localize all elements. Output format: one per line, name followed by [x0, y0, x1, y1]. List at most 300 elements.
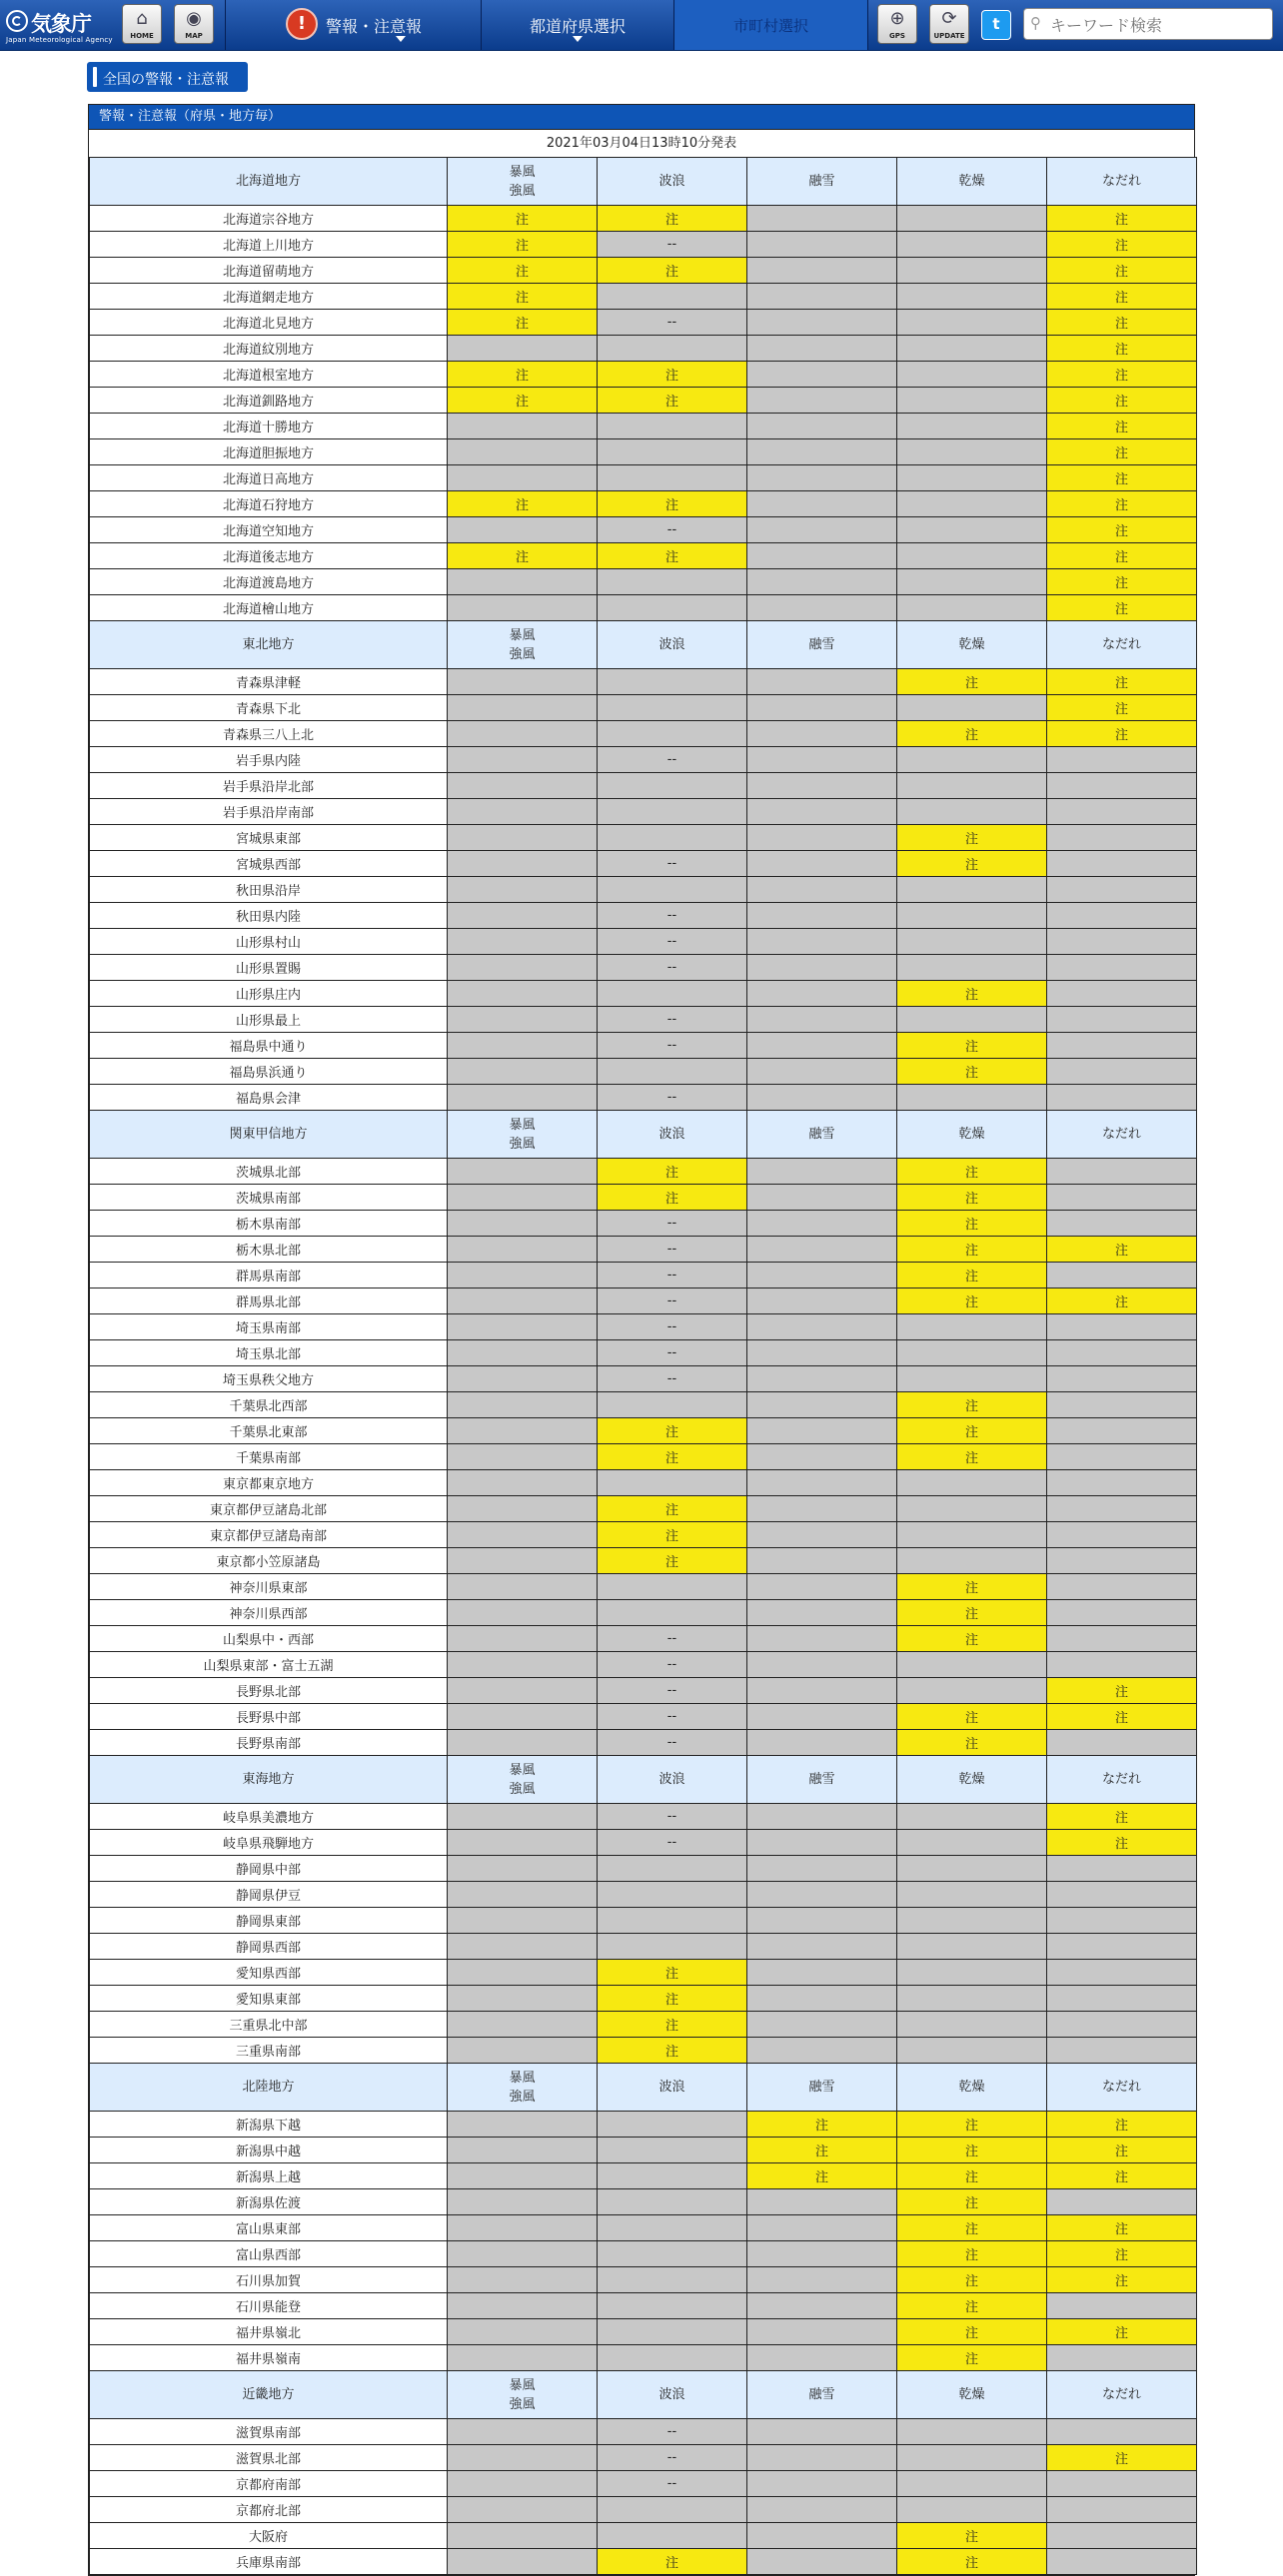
empty-cell [448, 2549, 598, 2575]
empty-cell [448, 721, 598, 747]
empty-cell [747, 2445, 897, 2471]
area-name-link[interactable]: 岐阜県飛騨地方 [90, 1830, 448, 1856]
area-name-link[interactable]: 北海道根室地方 [90, 362, 448, 388]
twitter-button[interactable] [981, 10, 1011, 40]
area-name-link[interactable]: 京都府北部 [90, 2497, 448, 2523]
empty-cell [448, 799, 598, 825]
empty-cell [448, 1730, 598, 1756]
area-name-link[interactable]: 神奈川県西部 [90, 1600, 448, 1626]
empty-cell [1047, 2189, 1197, 2215]
area-name-link[interactable]: 京都府南部 [90, 2471, 448, 2497]
empty-cell [448, 2138, 598, 2163]
empty-cell [747, 721, 897, 747]
advisory-cell: 注 [598, 258, 747, 284]
column-header: 波浪 [598, 1111, 747, 1159]
area-name-link[interactable]: 東京都東京地方 [90, 1470, 448, 1496]
advisory-cell: 注 [897, 2112, 1047, 2138]
region-name[interactable]: 東海地方 [90, 1756, 448, 1804]
empty-cell [448, 1314, 598, 1340]
area-name-link[interactable]: 東京都小笠原諸島 [90, 1548, 448, 1574]
area-name-link[interactable]: 秋田県内陸 [90, 903, 448, 929]
area-name-link[interactable]: 岐阜県美濃地方 [90, 1804, 448, 1830]
area-name-link[interactable]: 山形県村山 [90, 929, 448, 955]
empty-cell [747, 491, 897, 517]
home-button[interactable] [122, 4, 162, 44]
advisory-cell: 注 [897, 1574, 1047, 1600]
table-row [90, 232, 1197, 258]
advisory-cell: 注 [448, 388, 598, 414]
empty-cell [747, 2012, 897, 2038]
empty-cell [1047, 2293, 1197, 2319]
column-header: なだれ [1047, 158, 1197, 206]
table-row [90, 1804, 1197, 1830]
advisory-cell: 注 [1047, 1237, 1197, 1263]
area-name-link[interactable]: 千葉県北西部 [90, 1392, 448, 1418]
na-cell: -- [598, 2419, 747, 2445]
region-name[interactable]: 北陸地方 [90, 2064, 448, 2112]
advisory-cell: 注 [897, 721, 1047, 747]
column-header: 乾燥 [897, 2371, 1047, 2419]
area-name-link[interactable]: 三重県北中部 [90, 2012, 448, 2038]
table-row [90, 1085, 1197, 1111]
column-header: 暴風 強風 [448, 2371, 598, 2419]
area-name-link[interactable]: 北海道後志地方 [90, 543, 448, 569]
empty-cell [747, 2345, 897, 2371]
area-name-link[interactable]: 神奈川県東部 [90, 1574, 448, 1600]
empty-cell [448, 2523, 598, 2549]
empty-cell [448, 1211, 598, 1237]
area-name-link[interactable]: 静岡県東部 [90, 1908, 448, 1934]
empty-cell [747, 695, 897, 721]
area-name-link[interactable]: 千葉県北東部 [90, 1418, 448, 1444]
area-name-link[interactable]: 宮城県西部 [90, 851, 448, 877]
empty-cell [747, 232, 897, 258]
area-name-link[interactable]: 青森県下北 [90, 695, 448, 721]
empty-cell [747, 414, 897, 439]
table-row [90, 336, 1197, 362]
table-row [90, 721, 1197, 747]
area-name-link[interactable]: 北海道檜山地方 [90, 595, 448, 621]
empty-cell [897, 747, 1047, 773]
area-name-link[interactable]: 福島県会津 [90, 1085, 448, 1111]
table-row [90, 1237, 1197, 1263]
area-name-link[interactable]: 石川県能登 [90, 2293, 448, 2319]
empty-cell [747, 1704, 897, 1730]
advisory-cell: 注 [448, 543, 598, 569]
empty-cell [747, 877, 897, 903]
area-name-link[interactable]: 北海道上川地方 [90, 232, 448, 258]
table-row [90, 1263, 1197, 1288]
area-name-link[interactable]: 滋賀県北部 [90, 2445, 448, 2471]
empty-cell [1047, 1185, 1197, 1211]
area-name-link[interactable]: 山形県最上 [90, 1007, 448, 1033]
empty-cell [897, 362, 1047, 388]
table-row [90, 284, 1197, 310]
empty-cell [897, 2012, 1047, 2038]
area-name-link[interactable]: 埼玉県秩父地方 [90, 1366, 448, 1392]
map-button[interactable] [174, 4, 214, 44]
na-cell: -- [598, 1085, 747, 1111]
empty-cell [448, 2038, 598, 2064]
empty-cell [448, 1237, 598, 1263]
area-name-link[interactable]: 茨城県南部 [90, 1185, 448, 1211]
table-row [90, 2012, 1197, 2038]
area-name-link[interactable]: 静岡県西部 [90, 1934, 448, 1960]
table-row [90, 1678, 1197, 1704]
table-row [90, 2345, 1197, 2371]
empty-cell [747, 955, 897, 981]
empty-cell [598, 825, 747, 851]
advisory-cell: 注 [598, 1185, 747, 1211]
area-name-link[interactable]: 長野県中部 [90, 1704, 448, 1730]
table-row [90, 2215, 1197, 2241]
area-name-link[interactable]: 東京都伊豆諸島南部 [90, 1522, 448, 1548]
table-row [90, 569, 1197, 595]
area-name-link[interactable]: 山形県置賜 [90, 955, 448, 981]
search-input[interactable] [1048, 13, 1272, 37]
button-accent-bar [93, 67, 97, 87]
empty-cell [1047, 955, 1197, 981]
area-name-link[interactable]: 大阪府 [90, 2523, 448, 2549]
empty-cell [1047, 877, 1197, 903]
advisory-cell: 注 [897, 2549, 1047, 2575]
advisory-cell: 注 [1047, 2215, 1197, 2241]
area-name-link[interactable]: 新潟県上越 [90, 2163, 448, 2189]
area-name-link[interactable]: 埼玉県南部 [90, 1314, 448, 1340]
column-header: 波浪 [598, 158, 747, 206]
empty-cell [598, 2138, 747, 2163]
area-name-link[interactable]: 新潟県中越 [90, 2138, 448, 2163]
empty-cell [897, 2445, 1047, 2471]
column-header: 乾燥 [897, 621, 1047, 669]
advisory-cell: 注 [897, 851, 1047, 877]
empty-cell [448, 2012, 598, 2038]
area-name-link[interactable]: 北海道留萌地方 [90, 258, 448, 284]
home-icon: ⌂ [136, 8, 148, 29]
region-name[interactable]: 北海道地方 [90, 158, 448, 206]
column-header: 乾燥 [897, 1756, 1047, 1804]
nav-city-select[interactable] [674, 0, 867, 50]
area-name-link[interactable]: 岩手県沿岸南部 [90, 799, 448, 825]
advisory-cell: 注 [598, 1444, 747, 1470]
advisory-cell: 注 [897, 1704, 1047, 1730]
empty-cell [1047, 747, 1197, 773]
column-header: なだれ [1047, 621, 1197, 669]
advisory-cell: 注 [897, 1626, 1047, 1652]
empty-cell [598, 1908, 747, 1934]
table-row [90, 2319, 1197, 2345]
area-name-link[interactable]: 北海道渡島地方 [90, 569, 448, 595]
advisory-cell: 注 [897, 1033, 1047, 1059]
empty-cell [747, 2471, 897, 2497]
empty-cell [448, 747, 598, 773]
search-icon: ⚲ [1030, 14, 1041, 32]
empty-cell [598, 799, 747, 825]
empty-cell [747, 1678, 897, 1704]
table-row [90, 206, 1197, 232]
empty-cell [747, 1652, 897, 1678]
empty-cell [448, 465, 598, 491]
nav-warnings[interactable] [226, 0, 481, 50]
empty-cell [897, 1366, 1047, 1392]
area-name-link[interactable]: 北海道北見地方 [90, 310, 448, 336]
area-name-link[interactable]: 富山県西部 [90, 2241, 448, 2267]
refresh-icon: ⟳ [941, 8, 957, 29]
area-name-link[interactable]: 北海道宗谷地方 [90, 206, 448, 232]
advisory-cell: 注 [448, 258, 598, 284]
na-cell: -- [598, 1007, 747, 1033]
table-row [90, 773, 1197, 799]
empty-cell [448, 595, 598, 621]
advisory-cell: 注 [897, 1392, 1047, 1418]
area-name-link[interactable]: 東京都伊豆諸島北部 [90, 1496, 448, 1522]
empty-cell [897, 595, 1047, 621]
advisory-cell: 注 [1047, 595, 1197, 621]
empty-cell [1047, 1085, 1197, 1111]
empty-cell [1047, 1159, 1197, 1185]
area-name-link[interactable]: 秋田県沿岸 [90, 877, 448, 903]
na-cell: -- [598, 1211, 747, 1237]
table-row [90, 2163, 1197, 2189]
empty-cell [598, 2319, 747, 2345]
empty-cell [448, 2445, 598, 2471]
area-name-link[interactable]: 群馬県北部 [90, 1288, 448, 1314]
empty-cell [747, 517, 897, 543]
na-cell: -- [598, 747, 747, 773]
area-name-link[interactable]: 埼玉県北部 [90, 1340, 448, 1366]
empty-cell [747, 1185, 897, 1211]
table-row [90, 1470, 1197, 1496]
empty-cell [448, 1085, 598, 1111]
area-name-link[interactable]: 静岡県伊豆 [90, 1882, 448, 1908]
empty-cell [747, 258, 897, 284]
gps-button-label: GPS [889, 32, 905, 40]
area-name-link[interactable]: 新潟県下越 [90, 2112, 448, 2138]
area-name-link[interactable]: 静岡県中部 [90, 1856, 448, 1882]
area-name-link[interactable]: 滋賀県南部 [90, 2419, 448, 2445]
advisory-cell: 注 [448, 284, 598, 310]
area-name-link[interactable]: 北海道石狩地方 [90, 491, 448, 517]
area-name-link[interactable]: 福井県嶺南 [90, 2345, 448, 2371]
empty-cell [1047, 1470, 1197, 1496]
nav-prefecture-select[interactable] [482, 0, 673, 50]
table-row [90, 2112, 1197, 2138]
table-row [90, 439, 1197, 465]
update-button[interactable] [929, 4, 969, 44]
na-cell: -- [598, 232, 747, 258]
area-name-link[interactable]: 山梨県東部・富士五湖 [90, 1652, 448, 1678]
gps-button[interactable] [877, 4, 917, 44]
empty-cell [448, 414, 598, 439]
advisory-cell: 注 [897, 2319, 1047, 2345]
area-name-link[interactable]: 北海道釧路地方 [90, 388, 448, 414]
area-name-link[interactable]: 岩手県沿岸北部 [90, 773, 448, 799]
empty-cell [897, 206, 1047, 232]
empty-cell [448, 1652, 598, 1678]
column-header: 乾燥 [897, 2064, 1047, 2112]
advisory-cell: 注 [1047, 569, 1197, 595]
advisory-cell: 注 [1047, 284, 1197, 310]
empty-cell [897, 2038, 1047, 2064]
advisory-cell: 注 [448, 206, 598, 232]
empty-cell [448, 2471, 598, 2497]
area-name-link[interactable]: 青森県津軽 [90, 669, 448, 695]
empty-cell [747, 1882, 897, 1908]
empty-cell [448, 669, 598, 695]
area-name-link[interactable]: 長野県南部 [90, 1730, 448, 1756]
advisory-cell: 注 [1047, 2267, 1197, 2293]
area-name-link[interactable]: 宮城県東部 [90, 825, 448, 851]
advisory-cell: 注 [1047, 2445, 1197, 2471]
empty-cell [747, 2241, 897, 2267]
advisory-cell: 注 [598, 1960, 747, 1986]
table-row [90, 1548, 1197, 1574]
empty-cell [448, 825, 598, 851]
empty-cell [448, 1882, 598, 1908]
table-row [90, 929, 1197, 955]
advisory-cell: 注 [1047, 2319, 1197, 2345]
area-name-link[interactable]: 福島県浜通り [90, 1059, 448, 1085]
table-row [90, 1574, 1197, 1600]
empty-cell [448, 955, 598, 981]
empty-cell [747, 1986, 897, 2012]
area-name-link[interactable]: 福島県中通り [90, 1033, 448, 1059]
empty-cell [897, 955, 1047, 981]
area-name-link[interactable]: 三重県南部 [90, 2038, 448, 2064]
table-row [90, 2138, 1197, 2163]
table-row [90, 1652, 1197, 1678]
empty-cell [1047, 2523, 1197, 2549]
column-header: なだれ [1047, 1111, 1197, 1159]
advisory-cell: 注 [1047, 465, 1197, 491]
empty-cell [448, 1600, 598, 1626]
table-row [90, 2189, 1197, 2215]
area-name-link[interactable]: 群馬県南部 [90, 1263, 448, 1288]
region-header-row [90, 1111, 1197, 1159]
area-name-link[interactable]: 北海道胆振地方 [90, 439, 448, 465]
area-name-link[interactable]: 北海道紋別地方 [90, 336, 448, 362]
issued-time: 2021年03月04日13時10分発表 [89, 129, 1194, 157]
area-name-link[interactable]: 愛知県東部 [90, 1986, 448, 2012]
empty-cell [1047, 1392, 1197, 1418]
area-name-link[interactable]: 岩手県内陸 [90, 747, 448, 773]
update-button-label: UPDATE [933, 32, 965, 40]
area-name-link[interactable]: 青森県三八上北 [90, 721, 448, 747]
empty-cell [747, 1211, 897, 1237]
empty-cell [1047, 1908, 1197, 1934]
empty-cell [1047, 1033, 1197, 1059]
empty-cell [897, 1934, 1047, 1960]
area-name-link[interactable]: 北海道日高地方 [90, 465, 448, 491]
area-name-link[interactable]: 山形県庄内 [90, 981, 448, 1007]
area-name-link[interactable]: 石川県加賀 [90, 2267, 448, 2293]
area-name-link[interactable]: 茨城県北部 [90, 1159, 448, 1185]
table-row [90, 1007, 1197, 1033]
empty-cell [897, 773, 1047, 799]
nationwide-warnings-button[interactable] [87, 62, 248, 92]
empty-cell [897, 877, 1047, 903]
table-row [90, 414, 1197, 439]
empty-cell [897, 310, 1047, 336]
empty-cell [448, 1830, 598, 1856]
region-name[interactable]: 関東甲信地方 [90, 1111, 448, 1159]
empty-cell [598, 2293, 747, 2319]
area-name-link[interactable]: 千葉県南部 [90, 1444, 448, 1470]
advisory-cell: 注 [1047, 491, 1197, 517]
table-row [90, 2267, 1197, 2293]
area-name-link[interactable]: 栃木県南部 [90, 1211, 448, 1237]
empty-cell [897, 439, 1047, 465]
region-name[interactable]: 東北地方 [90, 621, 448, 669]
empty-cell [1047, 2038, 1197, 2064]
empty-cell [747, 284, 897, 310]
area-name-link[interactable]: 愛知県西部 [90, 1960, 448, 1986]
area-name-link[interactable]: 長野県北部 [90, 1678, 448, 1704]
area-name-link[interactable]: 北海道網走地方 [90, 284, 448, 310]
empty-cell [448, 1444, 598, 1470]
region-header-row [90, 2064, 1197, 2112]
empty-cell [897, 1856, 1047, 1882]
advisory-cell: 注 [1047, 232, 1197, 258]
area-name-link[interactable]: 栃木県北部 [90, 1237, 448, 1263]
advisory-cell: 注 [448, 491, 598, 517]
area-name-link[interactable]: 山梨県中・西部 [90, 1626, 448, 1652]
area-name-link[interactable]: 新潟県佐渡 [90, 2189, 448, 2215]
empty-cell [747, 2189, 897, 2215]
table-row [90, 1059, 1197, 1085]
na-cell: -- [598, 2471, 747, 2497]
empty-cell [448, 1496, 598, 1522]
empty-cell [598, 721, 747, 747]
na-cell: -- [598, 1314, 747, 1340]
table-row [90, 1704, 1197, 1730]
region-name[interactable]: 近畿地方 [90, 2371, 448, 2419]
empty-cell [897, 1548, 1047, 1574]
area-name-link[interactable]: 富山県東部 [90, 2215, 448, 2241]
empty-cell [747, 1600, 897, 1626]
advisory-cell: 注 [598, 1986, 747, 2012]
table-row [90, 903, 1197, 929]
empty-cell [897, 2497, 1047, 2523]
column-header: 融雪 [747, 621, 897, 669]
empty-cell [1047, 2419, 1197, 2445]
empty-cell [448, 1960, 598, 1986]
jma-logo[interactable] [6, 4, 114, 46]
area-name-link[interactable]: 兵庫県南部 [90, 2549, 448, 2575]
area-name-link[interactable]: 北海道空知地方 [90, 517, 448, 543]
advisory-cell: 注 [897, 981, 1047, 1007]
empty-cell [448, 1856, 598, 1882]
advisory-cell: 注 [897, 1185, 1047, 1211]
empty-cell [747, 1522, 897, 1548]
area-name-link[interactable]: 福井県嶺北 [90, 2319, 448, 2345]
empty-cell [897, 1908, 1047, 1934]
empty-cell [1047, 1856, 1197, 1882]
table-row [90, 695, 1197, 721]
jma-logo-icon [6, 10, 28, 32]
na-cell: -- [598, 1704, 747, 1730]
search-box[interactable] [1023, 8, 1273, 40]
empty-cell [897, 1652, 1047, 1678]
advisory-cell: 注 [1047, 721, 1197, 747]
table-row [90, 1522, 1197, 1548]
empty-cell [747, 1237, 897, 1263]
na-cell: -- [598, 1237, 747, 1263]
empty-cell [747, 1804, 897, 1830]
empty-cell [448, 1418, 598, 1444]
area-name-link[interactable]: 北海道十勝地方 [90, 414, 448, 439]
empty-cell [897, 491, 1047, 517]
